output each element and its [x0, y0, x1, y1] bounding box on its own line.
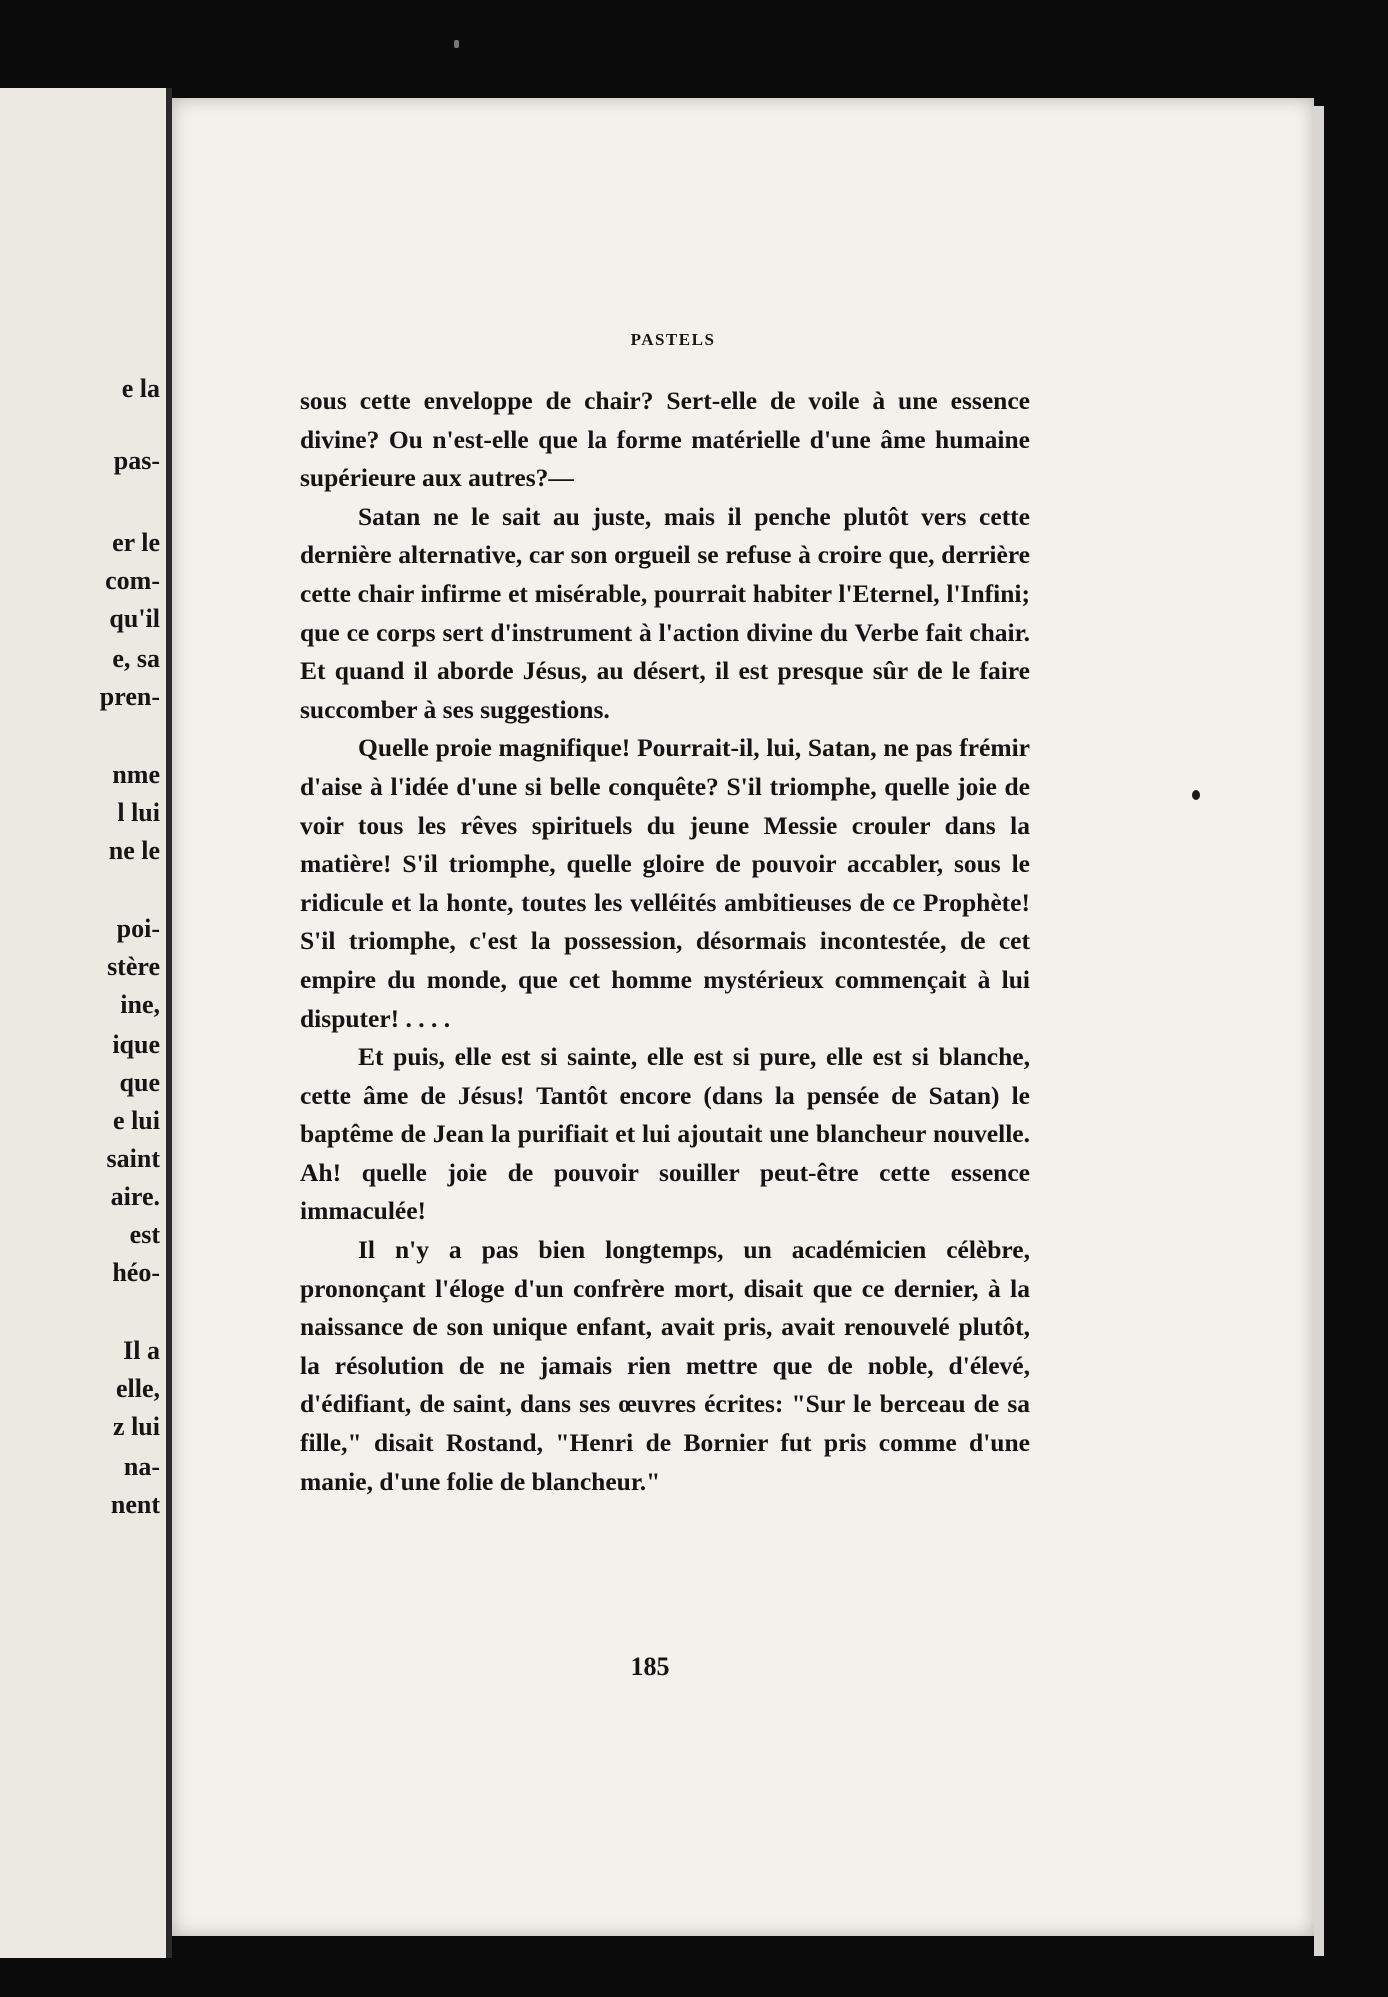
left-page-fragment: ine,	[120, 990, 160, 1019]
left-page-fragment: qu'il	[109, 604, 160, 633]
running-head: PASTELS	[630, 330, 716, 349]
left-page-fragment: nme	[112, 760, 160, 789]
left-page	[0, 88, 168, 1958]
left-page-fragment: pas-	[113, 446, 160, 475]
left-page-fragment: stère	[107, 952, 160, 981]
left-page-fragment: aire.	[110, 1182, 160, 1211]
scan-mark	[454, 40, 459, 48]
left-page-fragment: Il a	[123, 1336, 160, 1365]
left-page-fragment: ique	[112, 1030, 160, 1059]
page-number: 185	[630, 1652, 670, 1681]
paragraph: sous cette enveloppe de chair? Sert-elle de voile à une essence divine? Ou n'est-elle que la forme matérielle d'une âme humaine supérieure aux autres?—	[300, 386, 1030, 493]
left-page-fragment: poi-	[116, 914, 160, 943]
left-page-fragment: z lui	[113, 1412, 160, 1441]
paragraph: Satan ne le sait au juste, mais il penche plutôt vers cette dernière alternative, car son orgueil se refuse à croire que, derrière cette chair infirme et misérable, pourrait habiter l'Eternel, l'Infini; que ce corps sert d'instrument à l'action divine du Verbe fait chair. Et quand il aborde Jésus, au désert, il est presque sûr de le faire succomber à ses suggestions.	[300, 501, 1030, 724]
left-page-fragment: ne le	[108, 836, 160, 865]
paragraph: Il n'y a pas bien longtemps, un académicien célèbre, prononçant l'éloge d'un confrère mort, disait que ce dernier, à la naissance de son unique enfant, avait pris, avait renouvelé plutôt, la résolution de ne jamais rien mettre que de noble, d'élevé, d'édifiant, de saint, dans ses œuvres écrites: "Sur le berceau de sa fille," disait Rostand, "Henri de Bornier fut pris comme d'une manie, d'une folie de blancheur."	[300, 1235, 1030, 1496]
left-page-fragment: l lui	[117, 798, 160, 827]
left-page-fragment: er le	[112, 528, 160, 557]
left-page-fragment: nent	[110, 1490, 160, 1519]
page-edge	[1314, 106, 1324, 1956]
left-page-fragment: e, sa	[112, 644, 160, 673]
left-page-fragment: com-	[105, 566, 160, 595]
left-page-fragment: saint	[106, 1144, 160, 1173]
left-page-fragment: na-	[123, 1452, 160, 1481]
paragraph: Quelle proie magnifique! Pourrait-il, lui, Satan, ne pas frémir d'aise à l'idée d'une si belle conquête? S'il triomphe, quelle joie de voir tous les rêves spirituels du jeune Messie crouler dans la matière! S'il triomphe, quelle gloire de pouvoir accabler, sous le ridicule et la honte, toutes les velléités ambitieuses de ce Prophète! S'il triomphe, c'est la possession, désormais incontestée, de cet empire du monde, que cet homme mystérieux commençait à lui disputer! . . . .	[300, 733, 1030, 1033]
left-page-fragment: que	[119, 1068, 160, 1097]
body-text	[300, 382, 1030, 1501]
left-page-fragment: héo-	[112, 1258, 160, 1287]
left-page-fragment: e lui	[113, 1106, 160, 1135]
ink-speck	[1192, 790, 1200, 800]
left-page-fragment: elle,	[115, 1374, 160, 1403]
left-page-fragment: e la	[121, 374, 160, 403]
left-page-fragment: est	[129, 1220, 160, 1249]
left-page-fragment: pren-	[99, 682, 160, 711]
paragraph: Et puis, elle est si sainte, elle est si pure, elle est si blanche, cette âme de Jésus! Tantôt encore (dans la pensée de Satan) le baptême de Jean la purifiait et lui ajoutait une blancheur nouvelle. Ah! quelle joie de pouvoir souiller peut-être cette essence immaculée!	[300, 1042, 1030, 1226]
